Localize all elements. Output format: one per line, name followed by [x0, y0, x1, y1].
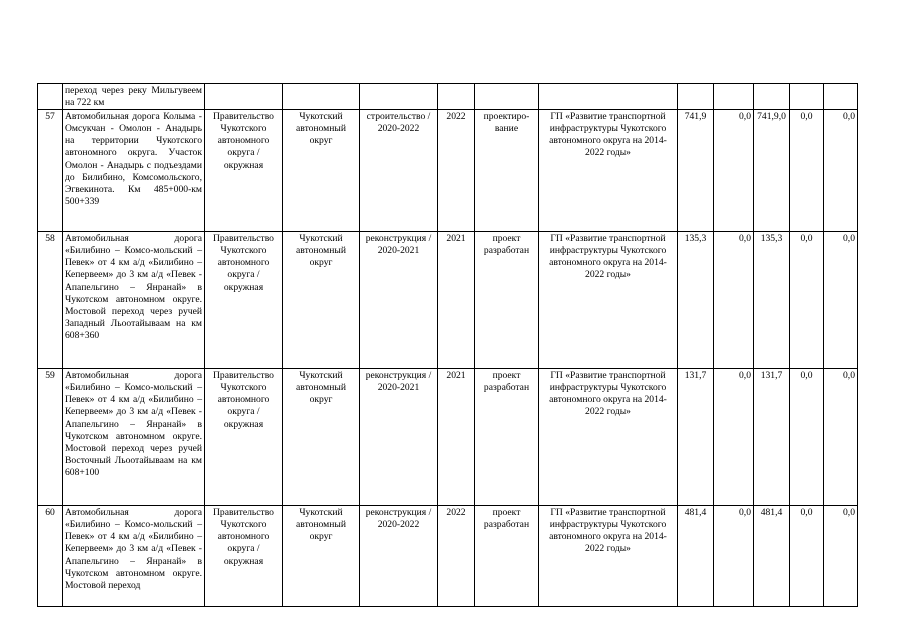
cell-v4: 0,0 — [824, 232, 858, 369]
cell-num: 59 — [38, 369, 63, 506]
cell-v1 — [714, 84, 754, 110]
cell-object: Автомобильная дорога «Билибино – Комсо-мольский – Певек» от 4 км а/д «Билибино – Кепервеем» до 3 км а/д «Певек - Апапельгино – Янранай» в Чукотском автономном округе. Мостовой переход через ручей Восточный Льоотайываам на км 608+100 — [63, 369, 205, 506]
cell-num — [38, 84, 63, 110]
cell-program: ГП «Развитие транспортной инфраструктуры Чукотского автономного округа на 2014-2022 годы» — [539, 506, 678, 607]
cell-work: реконструкция / 2020-2022 — [360, 506, 438, 607]
cell-total: 135,3 — [678, 232, 714, 369]
cell-v1: 0,0 — [714, 369, 754, 506]
cell-num: 60 — [38, 506, 63, 607]
cell-work: строительство / 2020-2022 — [360, 110, 438, 232]
cell-stage: проект разработан — [475, 232, 539, 369]
cell-stage: проектиро-вание — [475, 110, 539, 232]
cell-work: реконструкция / 2020-2021 — [360, 232, 438, 369]
table-row — [38, 110, 858, 232]
cell-v2: 741,9,0 — [754, 110, 790, 232]
table-row — [38, 506, 858, 607]
cell-program: ГП «Развитие транспортной инфраструктуры Чукотского автономного округа на 2014-2022 годы» — [539, 232, 678, 369]
cell-program — [539, 84, 678, 110]
cell-work: реконструкция / 2020-2021 — [360, 369, 438, 506]
cell-location: Чукотский автономный округ — [283, 232, 360, 369]
cell-v4: 0,0 — [824, 506, 858, 607]
cell-program: ГП «Развитие транспортной инфраструктуры Чукотского автономного округа на 2014-2022 годы» — [539, 110, 678, 232]
cell-v2: 131,7 — [754, 369, 790, 506]
cell-work — [360, 84, 438, 110]
cell-total: 131,7 — [678, 369, 714, 506]
cell-object: Автомобильная дорога Колыма - Омсукчан - Омолон - Анадырь на территории Чукотского автономного округа. Участок Омолон - Анадырь с подъездами до Билибино, Комсомольского, Эгвекинота. Км 485+000-км 500+339 — [63, 110, 205, 232]
cell-year: 2021 — [438, 232, 475, 369]
cell-v1: 0,0 — [714, 110, 754, 232]
cell-v3: 0,0 — [790, 369, 824, 506]
cell-v3 — [790, 84, 824, 110]
cell-customer: Правительство Чукотского автономного округа / окружная — [205, 506, 283, 607]
cell-stage — [475, 84, 539, 110]
cell-v1: 0,0 — [714, 506, 754, 607]
cell-stage: проект разработан — [475, 369, 539, 506]
cell-year — [438, 84, 475, 110]
cell-v3: 0,0 — [790, 110, 824, 232]
table-row-continuation — [38, 84, 858, 110]
investment-program-table — [37, 83, 858, 607]
cell-num: 58 — [38, 232, 63, 369]
cell-v4 — [824, 84, 858, 110]
cell-location — [283, 84, 360, 110]
cell-object: переход через реку Мильгувеем на 722 км — [63, 84, 205, 110]
table-row — [38, 369, 858, 506]
cell-v2: 481,4 — [754, 506, 790, 607]
cell-customer: Правительство Чукотского автономного округа / окружная — [205, 232, 283, 369]
cell-total: 741,9 — [678, 110, 714, 232]
cell-v4: 0,0 — [824, 110, 858, 232]
cell-stage: проект разработан — [475, 506, 539, 607]
cell-total: 481,4 — [678, 506, 714, 607]
cell-location: Чукотский автономный округ — [283, 369, 360, 506]
cell-year: 2022 — [438, 506, 475, 607]
cell-location: Чукотский автономный округ — [283, 506, 360, 607]
cell-num: 57 — [38, 110, 63, 232]
cell-object: Автомобильная дорога «Билибино – Комсо-мольский – Певек» от 4 км а/д «Билибино – Кепервеем» до 3 км а/д «Певек - Апапельгино – Янранай» в Чукотском автономном округе. Мостовой переход через ручей Западный Льоотайываам на км 608+360 — [63, 232, 205, 369]
cell-v2: 135,3 — [754, 232, 790, 369]
table-row — [38, 232, 858, 369]
cell-v2 — [754, 84, 790, 110]
cell-v4: 0,0 — [824, 369, 858, 506]
cell-customer: Правительство Чукотского автономного округа / окружная — [205, 110, 283, 232]
cell-v1: 0,0 — [714, 232, 754, 369]
cell-customer: Правительство Чукотского автономного округа / окружная — [205, 369, 283, 506]
cell-object: Автомобильная дорога «Билибино – Комсо-мольский – Певек» от 4 км а/д «Билибино – Кепервеем» до 3 км а/д «Певек - Апапельгино – Янранай» в Чукотском автономном округе. Мостовой переход — [63, 506, 205, 607]
cell-total — [678, 84, 714, 110]
cell-location: Чукотский автономный округ — [283, 110, 360, 232]
cell-program: ГП «Развитие транспортной инфраструктуры Чукотского автономного округа на 2014-2022 годы» — [539, 369, 678, 506]
cell-v3: 0,0 — [790, 506, 824, 607]
cell-v3: 0,0 — [790, 232, 824, 369]
cell-customer — [205, 84, 283, 110]
cell-year: 2021 — [438, 369, 475, 506]
cell-year: 2022 — [438, 110, 475, 232]
